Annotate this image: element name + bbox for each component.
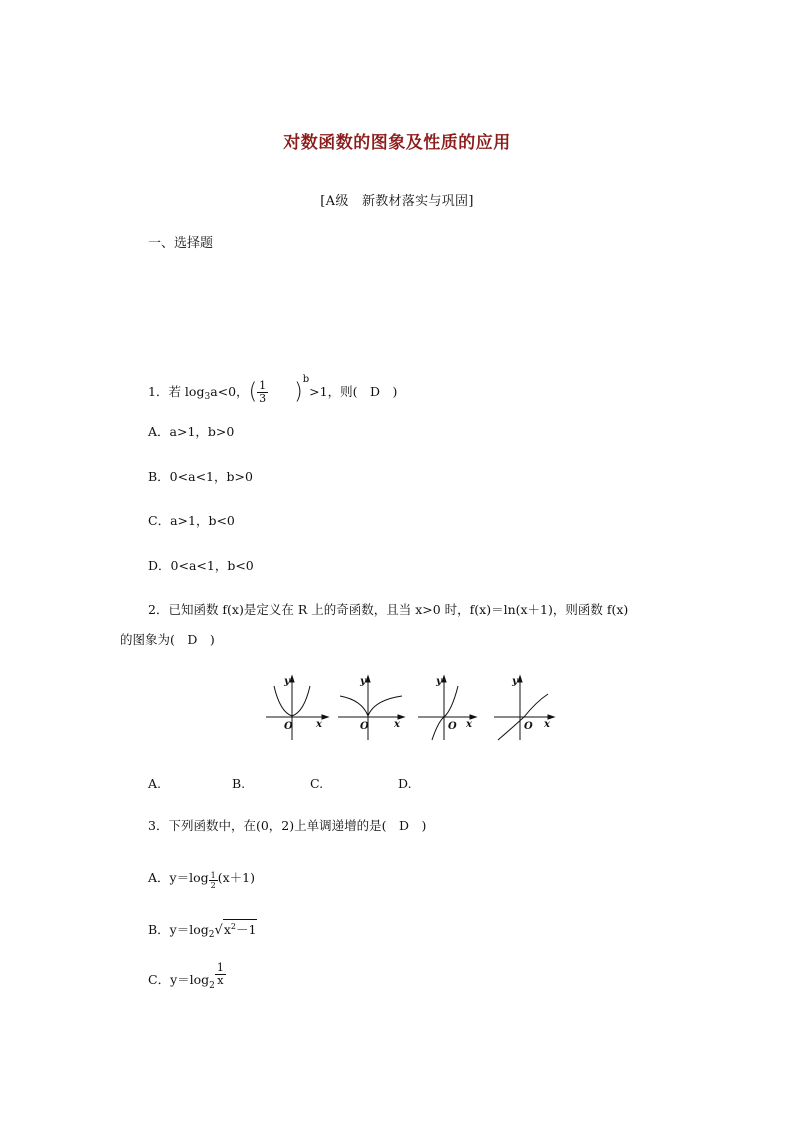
q1-frac-den: 3 [259, 392, 267, 405]
q3-a-base-num: 1 [210, 871, 216, 880]
question-2-line2: 的图象为( D ) [120, 632, 215, 647]
q3-a-base-den: 2 [210, 881, 216, 890]
graph-d-x-label: x [544, 719, 550, 730]
level-subtitle: [A级 新教材落实与巩固] [320, 194, 474, 209]
graph-b-origin: O [360, 721, 369, 732]
q1-log-base: 3 [204, 392, 211, 402]
graph-c-x-label: x [466, 719, 472, 730]
graph-a-origin: O [284, 721, 293, 732]
graph-b-x-label: x [394, 719, 400, 730]
q1-left-paren: ( [248, 379, 258, 405]
q3-b-radicand: $x^2-1$ [223, 919, 258, 936]
q2-option-graphs [262, 672, 562, 742]
q3-c-num: 1 [216, 961, 224, 974]
graph-c [418, 676, 476, 740]
graph-d [494, 676, 554, 740]
q3-a-base-fraction [209, 871, 218, 890]
q3-b-prefix: B．y＝log [148, 922, 209, 937]
graph-a-y-label: y [284, 676, 290, 687]
graph-d-y-label: y [512, 676, 518, 687]
q1-option-c: C．a>1，b<0 [148, 513, 235, 528]
q2-option-c-label: C. [310, 776, 324, 791]
graph-c-origin: O [448, 721, 457, 732]
q3-option-c [148, 962, 226, 994]
q3-c-den: x [217, 974, 224, 987]
graph-a-x-label: x [316, 719, 322, 730]
q3-a-arg: (x＋1) [217, 870, 255, 885]
q3-option-b [148, 919, 257, 943]
question-2-line1: 2．已知函数 f(x)是定义在 R 上的奇函数，且当 x>0 时，f(x)＝ln(x＋1)，则函数 f(x) [148, 602, 629, 617]
graph-c-y-label: y [436, 676, 442, 687]
q3-c-base: 2 [209, 981, 215, 991]
q1-suffix: >1，则( D ) [309, 384, 398, 399]
q3-a-prefix: A．y＝log [148, 870, 209, 885]
q2-option-b-label: B. [232, 776, 246, 791]
graph-d-origin: O [524, 721, 533, 732]
q2-option-a-label: A. [148, 776, 162, 791]
radical-sign-icon: √ [214, 923, 223, 938]
q1-frac-num: 1 [259, 379, 267, 392]
graph-a [266, 676, 328, 740]
q3-c-prefix: C．y＝log [148, 972, 210, 987]
q1-option-d: D．0<a<1，b<0 [148, 558, 254, 573]
q1-right-paren: ) [294, 379, 303, 405]
q1-mid: a<0， [210, 384, 249, 399]
q1-option-a: A．a>1，b>0 [148, 424, 235, 439]
q3-c-fraction [215, 962, 226, 987]
q1-fraction [257, 380, 268, 405]
graph-b [338, 676, 404, 740]
q3-option-a [148, 870, 255, 890]
page-title: 对数函数的图象及性质的应用 [283, 133, 511, 153]
question-1-stem [148, 372, 397, 405]
section-heading: 一、选择题 [148, 236, 214, 251]
graph-b-y-label: y [360, 676, 366, 687]
q1-exp: b [302, 374, 310, 385]
question-3-stem: 3．下列函数中，在(0，2)上单调递增的是( D ) [148, 818, 427, 833]
q3-b-base: 2 [208, 930, 215, 940]
q1-prefix: 1．若 log [148, 384, 205, 399]
q1-option-b: B．0<a<1，b>0 [148, 469, 253, 484]
q2-option-d-label: D. [398, 776, 412, 791]
